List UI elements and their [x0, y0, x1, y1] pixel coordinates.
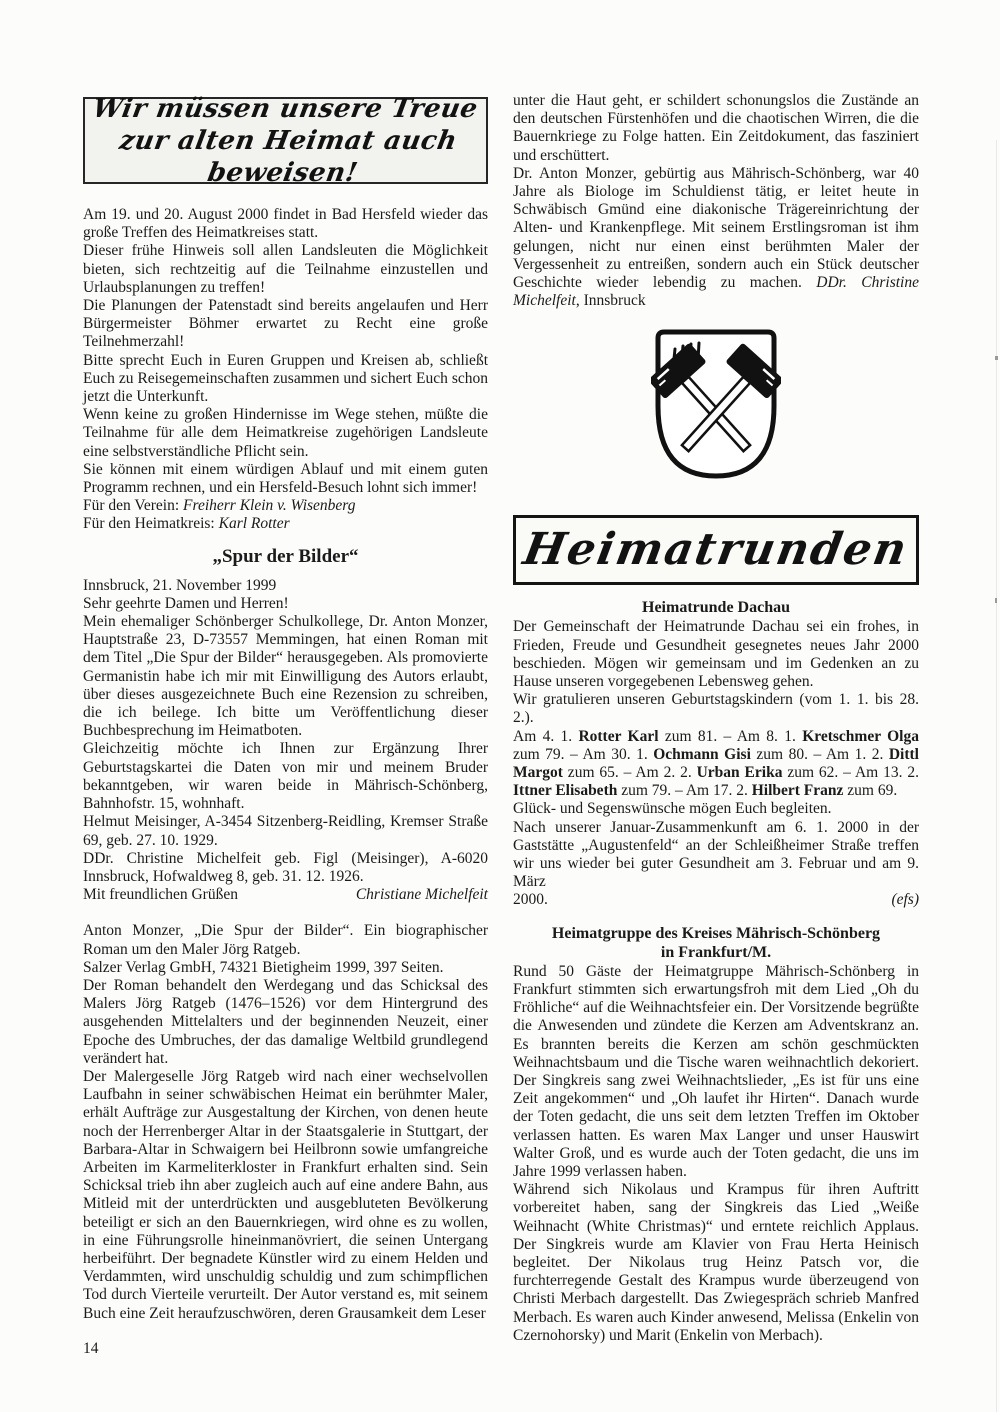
- letter-dateline: Innsbruck, 21. November 1999: [83, 576, 277, 594]
- dachau-closing-year: 2000.: [513, 891, 548, 909]
- review-paragraph: Salzer Verlag GmbH, 74321 Bietigheim 1999, 397 Seiten.: [83, 958, 444, 976]
- scan-speck: [995, 598, 997, 603]
- review-paragraph: Der Roman behandelt den Werdegang und das Schicksal des Malers Jörg Ratgeb (1476–1526) vor dem Hintergrund des ausgehenden Mittelalters und der beginnenden Neuzeit, einer Epoche des Umbruches, der das damalige Weltbild grundlegend verändert hat.: [83, 976, 488, 1067]
- dachau-paragraph: Der Gemeinschaft der Heimatrunde Dachau sei ein frohes, in Frieden, Freude und Gesundheit gesegnetes neues Jahr 2000 beschieden. Mögen wir gemeinsam und im Gedenken an zu Hause unseren vorgegebenen Lebensweg gehen.: [513, 618, 919, 691]
- dachau-paragraph: Wir gratulieren unseren Geburtstagskindern (vom 1. 1. bis 28. 2.).: [513, 691, 919, 727]
- heimatrunden-banner-text: Heimatrunden: [519, 524, 913, 576]
- author-bio-paragraph: Dr. Anton Monzer, gebürtig aus Mährisch-Schönberg, war 40 Jahre als Biologe im Schuldienst tätig, er leitet heute in Schwäbisch Gmünd eine diakonische Trägereinrichtung der Alten- und Krankenpflege. Mit seinem Erstlingsroman ist ihm gelungen, nicht nur einen einst berühmten Maler der Vergessenheit zu entreißen, sondern auch ein Stück deutscher Geschichte wieder lebendig zu machen. DDr. Christine Michelfeit, Innsbruck: [513, 164, 919, 310]
- spacer: [83, 904, 488, 922]
- intro-paragraph: Dieser frühe Hinweis soll allen Landsleuten die Möglichkeit bieten, sich rechtzeitig auf die Teilnahme einzustellen und Urlaubsplanungen zu treffen!: [83, 242, 488, 296]
- intro-paragraph: Am 19. und 20. August 2000 findet in Bad Hersfeld wieder das große Treffen des Heimatkreises statt.: [83, 206, 488, 242]
- frankfurt-paragraph: Während sich Nikolaus und Krampus für ihren Auftritt vorbereitet haben, sang der Singkreis das Lied „Weiße Weihnacht (White Christmas)“ und erntete reichlich Applaus. Der Singkreis wurde am Klavier von Frau Herta Heinisch begleitet. Der Nikolaus trug Heinz Patsch vor, die furchterregende Gestalt des Krampus wurde überzeugend von Christi Merbach dargestellt. Das Zwiegespräch schrieb Manfred Merbach. Es waren auch Kinder anwesend, Melissa (Enkelin von Czernohorsky) und Marit (Enkelin von Merbach).: [513, 1181, 919, 1344]
- letter-closing-row: [83, 886, 488, 904]
- scan-edge-artifact: [996, 140, 997, 1412]
- heimatkreis-signature-line: Für den Heimatkreis: Karl Rotter: [83, 515, 290, 533]
- letter-paragraph: Mein ehemaliger Schönberger Schulkollege, Dr. Anton Monzer, Hauptstraße 23, D-73557 Memmingen, hat einen Roman mit dem Titel „Die Spur der Bilder“ herausgegeben. Als promovierte Germanistin habe ich mir mit Einwilligung des Autors erlaubt, über dieses ausgezeichnete Buch eine Rezension zu schreiben, die ich beilege. Ich bitte um Veröffentlichung dieser Buchbesprechung im Heimatboten.: [83, 613, 488, 740]
- dachau-closing-row: [513, 891, 919, 909]
- motto-banner: [83, 93, 488, 188]
- dachau-heading: Heimatrunde Dachau: [642, 599, 790, 617]
- review-continuation-paragraph: unter die Haut geht, er schildert schonungslos die Zustände an den deutschen Fürstenhöfen und die chaotischen Wirren, die die Bauernkriege zu Folge hatten. Ein Zeitdokument, das fasziniert und erschüttert.: [513, 92, 919, 164]
- frankfurt-heading-line-1: Heimatgruppe des Kreises Mährisch-Schönberg: [551, 924, 881, 942]
- intro-paragraph: Bitte sprecht Euch in Euren Gruppen und Kreisen ab, schließt Euch zu Reisegemeinschaften zusammen und sichert Euch schon jetzt die Unterkunft.: [83, 351, 488, 406]
- closing-signature: Christiane Michelfeit: [355, 886, 488, 904]
- frankfurt-heading: [513, 924, 919, 962]
- intro-paragraph: Die Planungen der Patenstadt sind bereits angelaufen und Herr Bürgermeister Böhmer erwartet zu Recht eine große Teilnehmerzahl!: [83, 297, 488, 351]
- intro-paragraph: Sie können mit einem würdigen Ablauf und mit einem guten Programm rechnen, und ein Hersfeld-Besuch lohnt sich immer!: [83, 460, 488, 497]
- intro-paragraph: Wenn keine zu großen Hindernisse im Wege stehen, müßte die Teilnahme für alle dem Heimatkreise zugehörigen Landsleute eine selbstverständliche Pflicht sein.: [83, 406, 488, 460]
- verein-signature-line: Für den Verein: Freiherr Klein v. Wisenberg: [83, 497, 356, 515]
- dachau-paragraph: Nach unserer Januar-Zusammenkunft am 6. 1. 2000 in der Gaststätte „Augustenfeld“ an der Schleißheimer Straße treffen wir uns wieder bei guter Gesundheit am 3. Februar und am 9. März: [513, 818, 919, 891]
- frankfurt-heading-line-2: in Frankfurt/M.: [660, 943, 772, 961]
- letter-paragraph: DDr. Christine Michelfeit geb. Figl (Meisinger), A-6020 Innsbruck, Hofwaldweg 8, geb. 31. 12. 1926.: [83, 849, 488, 885]
- motto-line-2: zur alten Heimat auch beweisen!: [117, 125, 460, 188]
- letter-paragraph: Helmut Meisinger, A-3454 Sitzenberg-Reidling, Kremser Straße 69, geb. 27. 10. 1929.: [83, 813, 488, 849]
- review-paragraph: Der Malergeselle Jörg Ratgeb wird nach einer wechselvollen Laufbahn in seiner schwäbischen Heimat ein berühmter Maler, erhält Aufträge zur Ausgestaltung der Kirchen, von denen heute noch der Herrenberger Altar in der Staatsgalerie in Stuttgart, der Barbara-Altar in Schwaigern bei Heilbronn sowie umfangreiche Arbeiten im Karmeliterkloster in Frankfurt erhalten sind. Sein Schicksal trieb ihn aber zugleich auch auf eine andere Bahn, aus Mitleid mit der unterdrückten und ausgebluteten Bevölkerung beteiligt er sich an den Bauernkriegen, wird ohne es zu wollen, in eine Führungsrolle hineinmanövriert, die seinen Untergang herbeiführt. Der begnadete Künstler wird zu einem Helden und Verdammten, wird unschuldig schuldig und zum schimpflichen Tod durch Vierteile verurteilt. Der Autor verstand es, mit seinem Buch eine Zeit heraufzuschwören, deren Grausamkeit dem Leser: [83, 1067, 488, 1322]
- motto-line-1: Wir müssen unsere Treue: [90, 93, 481, 124]
- letter-salutation: Sehr geehrte Damen und Herren!: [83, 594, 289, 612]
- dachau-paragraph: Glück- und Segenswünsche mögen Euch begleiten.: [513, 800, 832, 818]
- dachau-author-initials: (efs): [891, 891, 919, 909]
- left-column: [83, 0, 488, 1345]
- crossed-hammers-shield-icon: [651, 328, 781, 482]
- crest-container: [513, 319, 919, 491]
- frankfurt-paragraph: Rund 50 Gäste der Heimatgruppe Mährisch-Schönberg in Frankfurt stimmten sich erwartungsfroh mit dem Lied „Oh du Fröhliche“ auf die Weihnachtsfeier ein. Der Vorsitzende begrüßte die Anwesenden und zündete die Kerzen am Adventskranz an. Es brannten bereits die Kerzen am schön geschmückten Weihnachtsbaum und die Tische waren weihnachtlich dekoriert. Der Singkreis sang zwei Weihnachtslieder, „Es ist für uns eine Zeit angekommen“ und „Oh laufet ihr Hirten“. Danach wurde der Toten gedacht, die uns seit dem letzten Treffen im Oktober verlassen hatten. Es waren Max Langer und unser Hauswirt Walter Groß, und es wurde auch der Toten gedacht, die uns im Jahre 1999 verlassen haben.: [513, 962, 919, 1180]
- right-column: [513, 0, 919, 1345]
- review-paragraph: Anton Monzer, „Die Spur der Bilder“. Ein biographischer Roman um den Maler Jörg Ratgeb.: [83, 922, 488, 958]
- closing-phrase: Mit freundlichen Grüßen: [83, 886, 238, 904]
- letter-heading: „Spur der Bilder“: [212, 545, 359, 567]
- dachau-birthdays-paragraph: Am 4. 1. Rotter Karl zum 81. – Am 8. 1. Kretschmer Olga zum 79. – Am 30. 1. Ochmann Gisi zum 80. – Am 1. 2. Dittl Margot zum 65. – Am 2. 2. Urban Erika zum 62. – Am 13. 2. Ittner Elisabeth zum 79. – Am 17. 2. Hilbert Franz zum 69.: [513, 727, 919, 800]
- letter-paragraph: Gleichzeitig möchte ich Ihnen zur Ergänzung Ihrer Geburtstagskartei die Daten von mir und meinem Bruder bekanntgeben, wir waren beide in Mährisch-Schönberg, Bahnhofstr. 15, wohnhaft.: [83, 740, 488, 813]
- heimatrunden-banner: [513, 515, 919, 585]
- scan-speck: [995, 356, 998, 360]
- page-number: 14: [83, 1340, 99, 1357]
